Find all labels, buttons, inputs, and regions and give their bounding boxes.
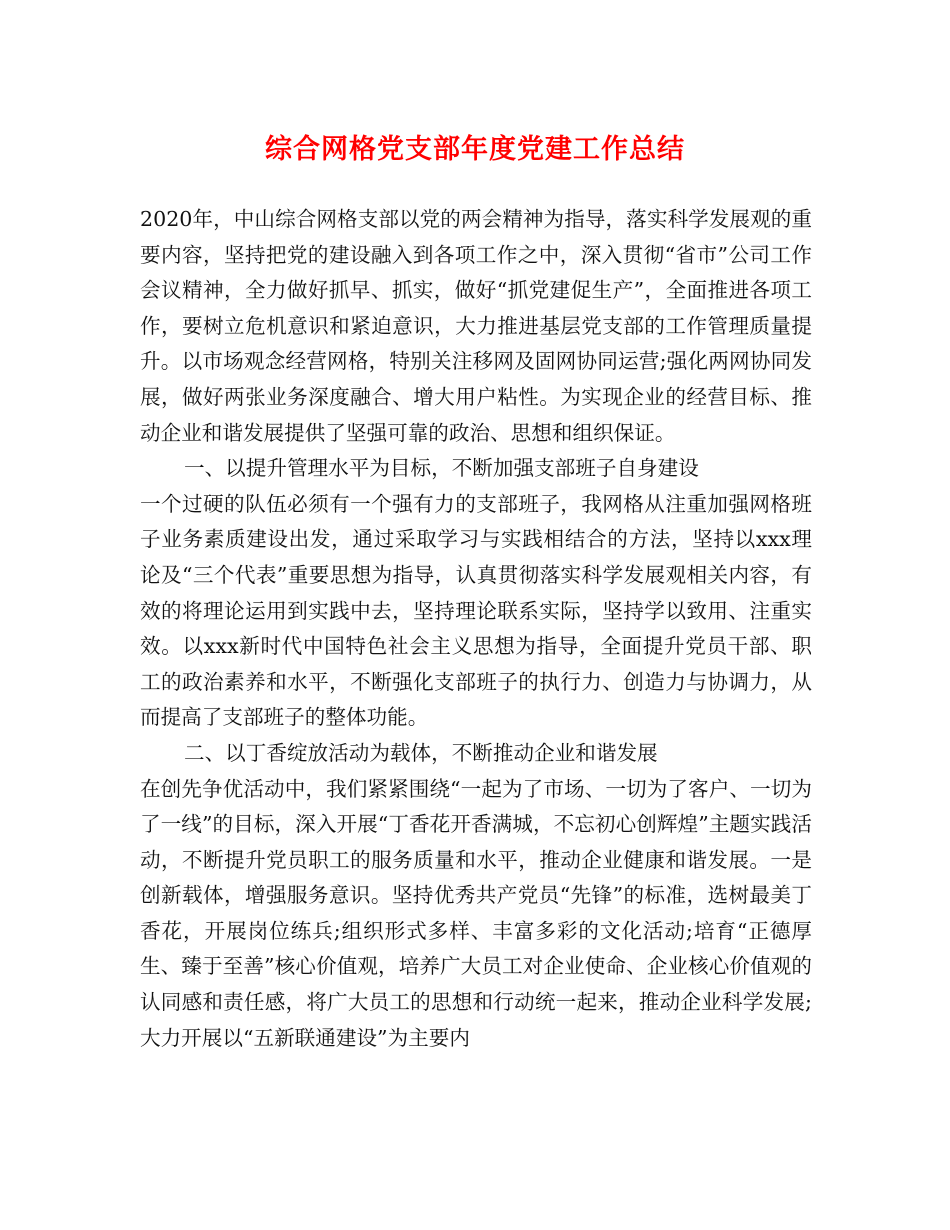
section-heading-2: 二、以丁香绽放活动为载体，不断推动企业和谐发展 <box>184 740 658 765</box>
paragraph-section-1: 一个过硬的队伍必须有一个强有力的支部班子，我网格从注重加强网格班子业务素质建设出发，通过采取学习与实践相结合的方法，坚持以xxx理论及“三个代表”重要思想为指导，认真贯彻落实科学发展观相关内容，有效的将理论运用到实践中去，坚持理论联系实际，坚持学以致用、注重实效。以xxx新时代中国特色社会主义思想为指导，全面提升党员干部、职工的政治素养和水平，不断强化支部班子的执行力、创造力与协调力，从而提高了支部班子的整体功能。 <box>140 491 812 730</box>
document-title: 综合网格党支部年度党建工作总结 <box>265 134 685 165</box>
paragraph-section-2: 在创先争优活动中，我们紧紧围绕“一起为了市场、一切为了客户、一切为了一线”的目标，深入开展“丁香花开香满城，不忘初心创辉煌”主题实践活动，不断提升党员职工的服务质量和水平，推动企业健康和谐发展。一是创新载体，增强服务意识。坚持优秀共产党员“先锋”的标准，选树最美丁香花，开展岗位练兵;组织形式多样、丰富多彩的文化活动;培育“正德厚生、臻于至善”核心价值观，培养广大员工对企业使命、企业核心价值观的认同感和责任感，将广大员工的思想和行动统一起来，推动企业科学发展;大力开展以“五新联通建设”为主要内 <box>140 776 812 1050</box>
section-heading-1: 一、以提升管理水平为目标，不断加强支部班子自身建设 <box>184 456 699 481</box>
document-body <box>140 202 812 1056</box>
paragraph-intro: 2020年，中山综合网格支部以党的两会精神为指导，落实科学发展观的重要内容，坚持把党的建设融入到各项工作之中，深入贯彻“省市”公司工作会议精神，全力做好抓早、抓实，做好“抓党建促生产”，全面推进各项工作，要树立危机意识和紧迫意识，大力推进基层党支部的工作管理质量提升。以市场观念经营网格，特别关注移网及固网协同运营;强化两网协同发展，做好两张业务深度融合、增大用户粘性。为实现企业的经营目标、推动企业和谐发展提供了坚强可靠的政治、思想和组织保证。 <box>140 207 812 445</box>
